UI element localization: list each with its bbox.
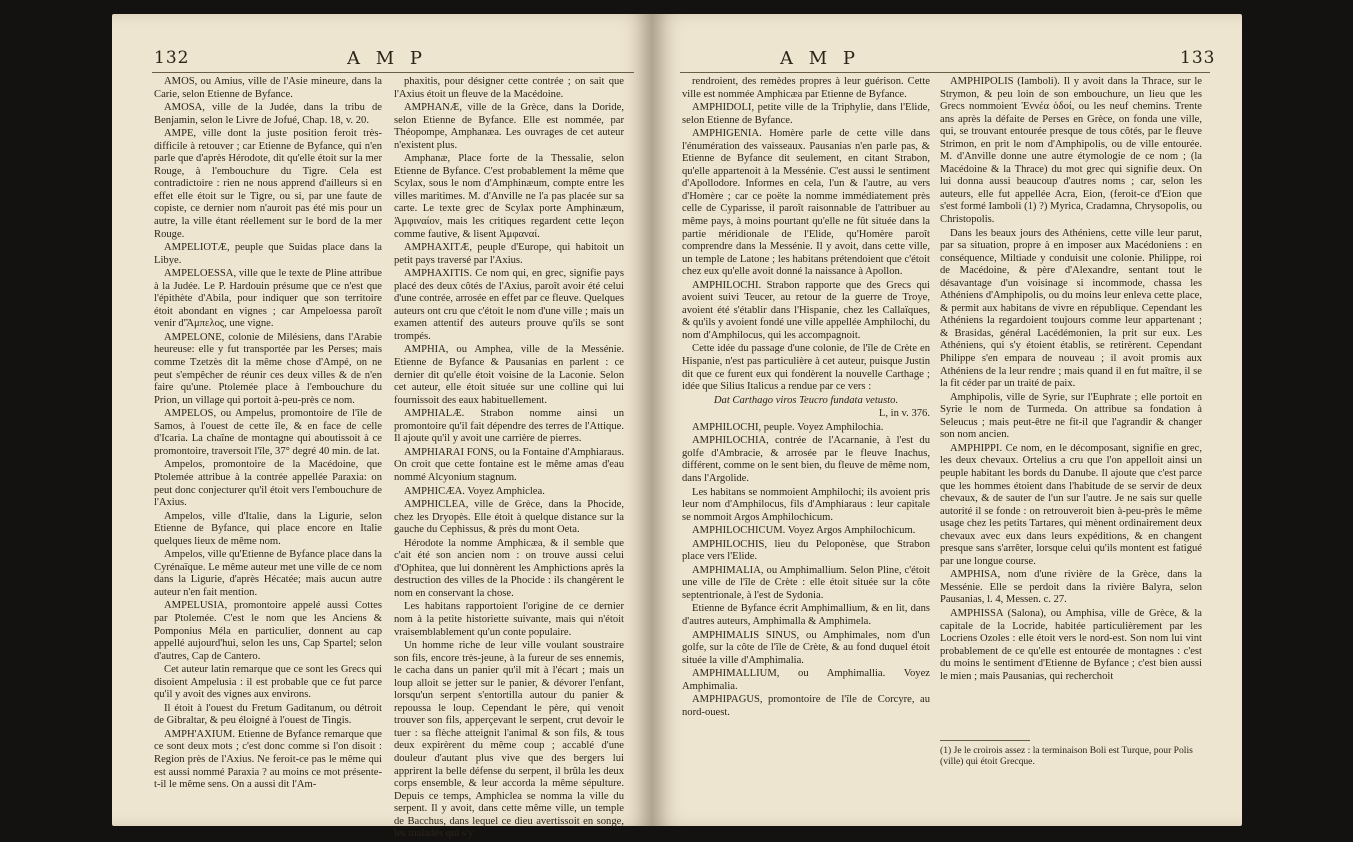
dictionary-entry: AMPHILOCHICUM. Voyez Argos Amphilochicum. — [692, 525, 916, 537]
page-number: 132 — [154, 48, 190, 68]
dictionary-entry: Amphanæ, Place forte de la Thessalie, selon Etienne de Byfance. C'est probablement la même que Scylax, sous le nom d'Amphinæum, compte entre les villes maritimes. M. d'Anville ne l'a pas placée sur sa carte. Le texte grec de Scylax porte Amphinæum, Ἀμφιναίον, mais les critiques regardent cette leçon comme fautive, & lisent Ἀμφαναί. — [394, 153, 624, 240]
footnote: (1) Je le croirois assez : la terminaison Boli est Turque, pour Polis (ville) qui étoit Grecque. — [940, 745, 1193, 767]
dictionary-entry: AMPHIARAI FONS, ou la Fontaine d'Amphiaraus. On croit que cette fontaine est le même amas d'eau nommé Alcyonium stagnum. — [394, 446, 624, 483]
dictionary-entry: Amphipolis, ville de Syrie, sur l'Euphrate ; elle portoit en Syrie le nom de Turmeda. On attribue sa fondation à Seleucus ; mais peut-être ne fit-il que l'agrandir & changer son nom ancien. — [940, 391, 1202, 441]
dictionary-entry: phaxitis, pour désigner cette contrée ; on sait que l'Axius étoit un fleuve de la Macédoine. — [394, 76, 624, 100]
dictionary-entry: Il étoit à l'ouest du Fretum Gaditanum, ou détroit de Gibraltar, & peu éloigné à l'ouest de Tingis. — [154, 702, 382, 727]
dictionary-entry: rendroient, des remèdes propres à leur guérison. Cette ville est nommée Amphicæa par Etienne de Byfance. — [682, 76, 930, 100]
dictionary-entry: AMPHIA, ou Amphea, ville de la Messénie. Etienne de Byfance & Pausanias en parlent : ce dernier dit qu'elle étoit voisine de la Laconie. Selon cet auteur, elle étoit située sur une colline qui lui fournissoit des eaux habituellement. — [394, 344, 624, 406]
footnote-rule — [940, 740, 1030, 741]
dictionary-entry: AMPHILOCHI. Strabon rapporte que des Grecs qui avoient suivi Teucer, au retour de la guerre de Troye, avoient été s'établir dans l'Hispanie, chez les Callaïques, & qu'ils y avoient fondé une ville appellée Amphilochi, du nom d'Amphilocus, qui les accompagnoit. — [682, 279, 930, 341]
dictionary-entry: AMPHICÆA. Voyez Amphiclea. — [404, 485, 545, 497]
dictionary-entry: AMOS, ou Amius, ville de l'Asie mineure, dans la Carie, selon Etienne de Byfance. — [154, 76, 382, 100]
dictionary-entry: AMPELUSIA, promontoire appelé aussi Cottes par Ptolemée. C'est le nom que les Anciens & Pomponius Méla en particulier, donnent au cap appellé aujourd'hui, selon les uns, Cap Spartel; selon d'autres, Cap de Cantero. — [154, 600, 382, 662]
dictionary-entry: AMPHIPAGUS, promontoire de l'île de Corcyre, au nord-ouest. — [682, 694, 930, 718]
dictionary-entry: AMOSA, ville de la Judée, dans la tribu de Benjamin, selon le Livre de Jofué, Chap. 18, v. 20. — [154, 102, 382, 126]
dictionary-entry: AMPHIMALIA, ou Amphimallium. Selon Pline, c'étoit une ville de l'île de Crète : elle étoit située sur la côte septentrionale, à l'est de Sydonia. — [682, 564, 930, 601]
dictionary-entry: AMPHIPOLIS (Iamboli). Il y avoit dans la Thrace, sur le Strymon, & peu loin de son embouchure, un lieu que les Grecs nommoient Ἐννέα ὁδοί, ou les neuf chemins. Trente ans après la défaite de Perses en Grèce, on fonda une ville, qui, se trouvant entourée presque de tous côtés, par le fleuve Strimon, en prit le nom d'Amphipolis, ou de ville entourée. M. d'Anville donne une autre étymologie de ce nom ; (la Macédoine & la Thrace) du mot grec qui signifie deux. On lui donna aussi beaucoup d'autres noms ; car, selon les auteurs, elle fut appellée Acra, Eion, (feroit-ce d'Eion que s'est formé Iamboli (1) ?) Myrica, Cradamna, Chrysopolis, ou Christopolis. — [940, 76, 1202, 226]
left-page — [112, 14, 652, 840]
dictionary-entry: AMPHILOCHIS, lieu du Peloponèse, que Strabon place vers l'Elide. — [682, 538, 930, 563]
dictionary-entry: AMPHILOCHI, peuple. Voyez Amphilochia. — [692, 421, 884, 433]
running-head: A M P — [347, 48, 427, 69]
dictionary-entry: Les habitans se nommoient Amphilochi; ils avoient pris leur nom d'Amphilocus, fils d'Amphiaraus : leur capitale se nommoit Argos Amphilochicum. — [682, 486, 930, 523]
right-page-column-1 — [682, 76, 930, 720]
left-page-column-1 — [154, 76, 382, 793]
dictionary-entry: AMPELOESSA, ville que le texte de Pline attribue à la Judée. Le P. Hardouin présume que ce n'est que l'épithète d'Abila, pour indiquer que son territoire étoit abondant en vignes ; car Ampeloessa paroît venir d'Ἄμπελος, une vigne. — [154, 268, 382, 330]
dictionary-entry: Un homme riche de leur ville voulant soustraire son fils, encore très-jeune, à la fureur de ses ennemis, le cacha dans un panier qu'il mit à l'écart ; mais un loup alloit se jetter sur le panier, & dévorer l'enfant, lorsqu'un serpent s'entortilla autour du panier & repoussa le loup. Cependant le père, qui venoit trouver son fils, apperçevant le serpent, crut devoir le tuer : sa flèche atteignit l'animal & son fils, & tous deux expirèrent du même coup ; accablé d'une douleur d'autant plus vive que des bergers lui apprirent la belle défense du serpent, il brûla les deux corps ensemble, & leur accorda la même sépulture. Depuis ce temps, Amphiclea se nomma la ville du serpent. Il y avoit, dans cette même ville, un temple de Bacchus, dans lequel ce dieu avertissoit en songe, les malades qui s'y — [394, 640, 624, 840]
dictionary-entry: L, in v. 376. — [878, 408, 930, 420]
dictionary-entry: Cet auteur latin remarque que ce sont les Grecs qui disoient Ampelusia : il est probable que ce fut parce qu'il y avoit des vignes aux environs. — [154, 664, 382, 701]
dictionary-entry: Ampelos, promontoire de la Macédoine, que Ptolemée attribue à la contrée appellée Paraxia: on peut donc conjecturer qu'il étoit vers l'embouchure de l'Axius. — [154, 459, 382, 509]
dictionary-entry: AMPHILOCHIA, contrée de l'Acarnanie, à l'est du golfe d'Ambracie, & arrosée par le fleuve Inachus, différent, comme on le sent bien, du fleuve de même nom, dans l'Argolide. — [682, 435, 930, 484]
dictionary-entry: AMPHIDOLI, petite ville de la Triphylie, dans l'Elide, selon Etienne de Byfance. — [682, 102, 930, 126]
dictionary-entry: AMPHIMALIS SINUS, ou Amphimales, nom d'un golfe, sur la côte de l'île de Crète, & au fond duquel étoit située la ville d'Amphimalia. — [682, 629, 930, 666]
dictionary-entry: Dat Carthago viros Teucro fundata vetusto. — [713, 394, 899, 406]
page-number: 133 — [1180, 48, 1216, 68]
dictionary-entry: AMPHAXITÆ, peuple d'Europe, qui habitoit un petit pays traversé par l'Axius. — [394, 242, 624, 266]
dictionary-entry: Ampelos, ville d'Italie, dans la Ligurie, selon Etienne de Byfance, qui place encore en Italie quelques lieux de même nom. — [154, 510, 382, 547]
right-page-column-2 — [940, 76, 1202, 732]
dictionary-entry: AMPHIPPI. Ce nom, en le décomposant, signifie en grec, les deux chevaux. Ortelius a cru que l'on appelloit ainsi un peuple habitant les bords du Danube. Il ajoute que c'est parce que les hommes étoient dans l'habitude de se servir de deux chevaux, & de sauter de l'un sur l'autre. Je ne sais sur quelle autorité il se fonde : on retrouveroit bien à-peu-près le même usage chez les petits Tartares, qui mènent ordinairement deux chevaux avec eux dans leurs expéditions, & en changent presque sans s'arrêter, lorsque celui qu'ils montent est fatigué par une longue course. — [940, 442, 1202, 567]
header-rule — [680, 72, 1210, 73]
dictionary-entry: Ampelos, ville qu'Etienne de Byfance place dans la Cyrénaïque. Le même auteur met une ville de ce nom dans la Ligurie, d'après Hécatée; mais aucun autre auteur n'en fait mention. — [154, 549, 382, 598]
left-page-column-2 — [394, 76, 624, 842]
right-page — [652, 14, 1242, 826]
dictionary-entry: AMPHISA, nom d'une rivière de la Grèce, dans la Messénie. Elle se perdoit dans la rivière Balyra, selon Pausanias, l. 4, Messen. c. 27. — [940, 569, 1202, 606]
dictionary-entry: AMPE, ville dont la juste position feroit très-difficile à retouver ; car Etienne de Byfance, qui n'en parle que d'après Hérodote, dit qu'elle étoit sur la mer Rouge, à l'embouchure du Tigre. Cela est contradictoire : rien ne nous apprend d'ailleurs si en effet elle étoit sur le Tigre, ou si, par une faute de copiste, ce dernier nom n'auroit pas été mis pour un autre, la ville étant réellement sur le bord de la mer Rouge. — [154, 128, 382, 240]
right-page-header — [652, 48, 1242, 72]
dictionary-entry: Les habitans rapportoient l'origine de ce dernier nom à la petite historiette suivante, mais qui n'étoit vraisemblablement qu'un conte populaire. — [394, 601, 624, 638]
dictionary-entry: AMPHIGENIA. Homère parle de cette ville dans l'énumération des vaisseaux. Pausanias n'en parle pas, & Etienne de Byfance dit seulement, en citant Strabon, qu'elle appartenoit à la Messénie. C'est aussi le sentiment d'Apollodore. Informes en cela, l'un & l'autre, au vers d'Homère ; car ce poëte la nomme immédiatement près celle de Cyparisse, il paroît raisonnable de l'attribuer au même pays, à moins pourtant qu'elle ne fût située dans la partie méridionale de l'Elide, qu'Homère paroît comprendre dans la Messénie. Il y avoit, dans cette ville, un temple de Latone ; les habitans prétendoient que c'étoit chez eux qu'elle avoit donné la naissance à Apollon. — [682, 128, 930, 278]
dictionary-entry: Etienne de Byfance écrit Amphimallium, & en lit, dans d'autres auteurs, Amphimalla & Amphimela. — [682, 603, 930, 627]
dictionary-entry: AMPELIOTÆ, peuple que Suidas place dans la Libye. — [154, 242, 382, 266]
dictionary-entry: AMPHICLEA, ville de Grèce, dans la Phocide, chez les Dryopès. Elle étoit à quelque distance sur la gauche du Cephissus, & près du mont Oeta. — [394, 499, 624, 536]
dictionary-entry: AMPHIALÆ. Strabon nomme ainsi un promontoire qu'il fait dépendre des terres de l'Attique. Il ajoute qu'il y avoit une carrière de pierres. — [394, 408, 624, 445]
dictionary-entry: Hérodote la nomme Amphicæa, & il semble que c'ait été son ancien nom : on trouve aussi celui d'Ophitea, que lui donnèrent les Amphictions après la destruction des villes de la Phocide : ils changèrent le nom en conservant la chose. — [394, 537, 624, 599]
dictionary-entry: AMPHANÆ, ville de la Grèce, dans la Doride, selon Etienne de Byfance. Elle est nommée, par Théopompe, Amphanæa. Les ouvrages de cet auteur n'existent plus. — [394, 102, 624, 151]
dictionary-entry: AMPHIMALLIUM, ou Amphimallia. Voyez Amphimalia. — [682, 668, 930, 692]
left-page-header — [112, 48, 652, 72]
dictionary-entry: AMPHAXITIS. Ce nom qui, en grec, signifie pays placé des deux côtés de l'Axius, paroît avoir été celui d'une contrée, arrosée en effet par ce fleuve. Quelques auteurs ont cru que c'étoit le nom d'une ville ; mais un examen attentif des auteurs prouve qu'ils se sont trompés. — [394, 268, 624, 342]
dictionary-entry: AMPELOS, ou Ampelus, promontoire de l'île de Samos, à l'ouest de cette île, & en face de celle d'Icaria. La chaîne de montagne qui aboutissoit à ce promontoire, traversoit l'île, 37° degré 40 min. de lat. — [154, 408, 382, 457]
dictionary-entry: AMPELONE, colonie de Milésiens, dans l'Arabie heureuse: elle y fut transportée par les Perses; mais comme Tzetzès dit la même chose d'Ampé, on ne peut s'empêcher de réunir ces deux villes & de n'en faire qu'une. Ptolemée place à l'embouchure du Prion, un village qui portoit à-peu-près ce nom. — [154, 331, 382, 406]
dictionary-entry: AMPHISSA (Salona), ou Amphisa, ville de Grèce, & la capitale de la Locride, habitée particulièrement par les Locriens Ozoles : elle étoit vers le nord-est. Son nom lui vint probablement de ce qu'elle est entourée de montagnes : c'est du moins le sentiment d'Etienne de Byfance ; c'est bien aussi le mien ; mais Pausanias, qui recherchoit — [940, 607, 1202, 682]
dictionary-entry: Dans les beaux jours des Athéniens, cette ville leur parut, par sa situation, propre à en imposer aux Macédoniens : en conséquence, Miltiade y conduisit une colonie. Philippe, roi de Macédoine, & père d'Alexandre, sentant tout le désavantage d'un voisinage si incommode, chassa les Athéniens d'Amphipolis, ou du moins leur enleva cette place, & permit aux habitans de vivre en république. Cependant les Athéniens la regardoient toujours comme leur appartenant ; & Brasidas, général Lacédémonien, la prit sur eux. Les Athéniens, qui s'y étoient établis, se retirèrent. Cependant Philippe s'en empara de nouveau ; il avoit promis aux Athéniens de la leur rendre ; mais quand il en fut maître, il se la fit céder par un traité de paix. — [940, 227, 1202, 390]
dictionary-entry: AMPH'AXIUM. Etienne de Byfance remarque que ce sont deux mots ; c'est donc comme si l'on disoit : Region près de l'Axius. Ne feroit-ce pas le même qui est aussi nommé Paraxia ? au moins ce mot présente-t-il le même sens. On a aussi dit l'Am- — [154, 728, 382, 791]
running-head: A M P — [780, 48, 860, 69]
header-rule — [152, 72, 634, 73]
dictionary-entry: Cette idée du passage d'une colonie, de l'île de Crète en Hispanie, n'est pas particulière à cet auteur, puisque Justin dit que ce furent eux qui fondèrent la nouvelle Carthage ; idée que Silius Italicus a rendue par ce vers : — [682, 343, 930, 393]
